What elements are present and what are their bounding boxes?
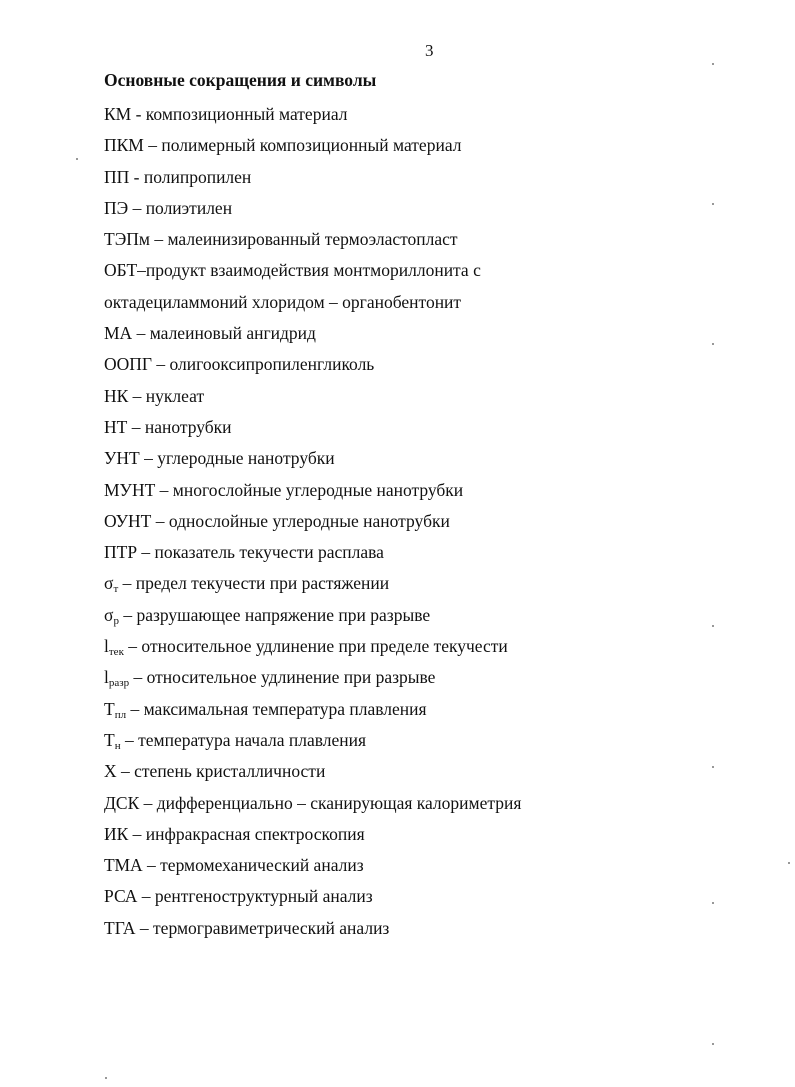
entry-text: МА – малеиновый ангидрид	[104, 323, 316, 344]
abbreviation-entry	[104, 881, 521, 912]
symbol: Т	[104, 729, 115, 750]
entry-text: ПТР – показатель текучести расплава	[104, 542, 384, 563]
symbol-subscript: р	[113, 614, 119, 627]
symbol-subscript: н	[114, 739, 121, 752]
page-number: 3	[425, 41, 434, 60]
abbreviation-entry	[104, 349, 521, 380]
entry-text: ДСК – дифференциально – сканирующая калориметрия	[104, 792, 522, 813]
abbreviation-entry	[104, 756, 521, 787]
abbreviation-entry	[104, 537, 521, 568]
entry-text: ПП - полипропилен	[104, 166, 252, 187]
symbol: Т	[104, 698, 115, 719]
scan-speck	[105, 1077, 107, 1079]
symbol-subscript: т	[113, 583, 119, 596]
entry-text: НК – нуклеат	[104, 385, 205, 406]
entry-text: – температура начала плавления	[120, 729, 367, 750]
entry-text: МУНТ – многослойные углеродные нанотрубки	[104, 479, 464, 500]
abbreviation-entry	[104, 631, 521, 662]
entry-text: – относительное удлинение при пределе текучести	[123, 636, 508, 657]
abbreviation-entry	[104, 600, 521, 631]
entry-text: ООПГ – олигооксипропиленгликоль	[104, 354, 375, 375]
abbreviation-entry	[104, 130, 521, 161]
entry-text: – разрушающее напряжение при разрыве	[118, 604, 431, 625]
entry-text: X – степень кристалличности	[104, 761, 326, 782]
scan-speck	[712, 1043, 714, 1045]
abbreviation-entry	[104, 162, 521, 193]
scan-speck	[712, 625, 714, 627]
entry-text: ТЭПм – малеинизированный термоэластопласт	[104, 229, 458, 250]
scan-speck	[712, 63, 714, 65]
symbol: σ	[104, 573, 114, 594]
entry-text: – максимальная температура плавления	[126, 698, 427, 719]
abbreviation-entry	[104, 725, 521, 756]
abbreviation-entry	[104, 850, 521, 881]
abbreviation-entry	[104, 224, 521, 255]
scan-speck	[788, 862, 790, 864]
section-heading: Основные сокращения и символы	[104, 70, 377, 90]
entry-text: ТГА – термогравиметрический анализ	[104, 917, 390, 938]
entry-text: ОБТ–продукт взаимодействия монтмориллонита с	[104, 260, 481, 281]
entry-text: – относительное удлинение при разрыве	[129, 667, 436, 688]
abbreviation-entry	[104, 318, 521, 349]
scan-speck	[76, 158, 78, 160]
scan-speck	[712, 203, 714, 205]
abbreviation-entry	[104, 193, 521, 224]
abbreviation-entry	[104, 913, 521, 944]
abbreviation-entry	[104, 662, 521, 693]
symbol-subscript: разр	[108, 677, 130, 690]
entry-text: РСА – рентгеноструктурный анализ	[104, 886, 373, 907]
symbol: l	[104, 667, 109, 688]
symbol: σ	[104, 604, 114, 625]
entry-text: ТМА – термомеханический анализ	[104, 855, 364, 876]
scan-speck	[712, 343, 714, 345]
abbreviation-entry	[104, 255, 521, 286]
symbol: l	[104, 636, 109, 657]
abbreviation-entry	[104, 819, 521, 850]
abbreviation-list	[104, 99, 521, 944]
abbreviation-entry	[104, 506, 521, 537]
abbreviation-entry	[104, 475, 521, 506]
abbreviation-entry	[104, 381, 521, 412]
symbol-subscript: тек	[108, 646, 124, 659]
abbreviation-entry	[104, 788, 521, 819]
entry-text: НТ – нанотрубки	[104, 416, 232, 437]
entry-text: ПКМ – полимерный композиционный материал	[104, 135, 462, 156]
abbreviation-entry	[104, 287, 521, 318]
abbreviation-entry	[104, 99, 521, 130]
entry-text: ПЭ – полиэтилен	[104, 197, 233, 218]
entry-text: КМ - композиционный материал	[104, 104, 348, 124]
entry-text: октадециламмоний хлоридом – органобентонит	[104, 291, 462, 312]
scan-speck	[712, 902, 714, 904]
abbreviation-entry	[104, 568, 521, 599]
abbreviation-entry	[104, 443, 521, 474]
entry-text: – предел текучести при растяжении	[118, 573, 390, 594]
abbreviation-entry	[104, 412, 521, 443]
entry-text: ОУНТ – однослойные углеродные нанотрубки	[104, 510, 450, 531]
entry-text: УНТ – углеродные нанотрубки	[104, 448, 335, 469]
abbreviation-entry	[104, 694, 521, 725]
scan-speck	[712, 766, 714, 768]
symbol-subscript: пл	[114, 708, 127, 721]
entry-text: ИК – инфракрасная спектроскопия	[104, 823, 365, 844]
